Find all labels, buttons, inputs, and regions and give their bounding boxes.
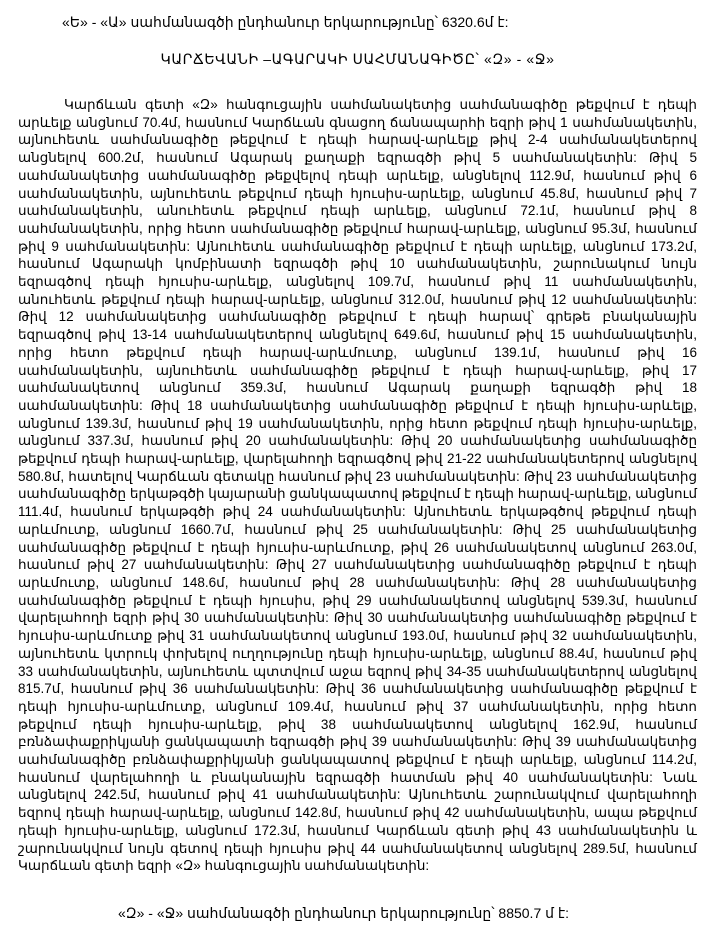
segment-total-length: «Զ» - «Ջ» սահմանագծի ընդհանուր երկարությունը՝ 8850.7 մ է:	[118, 905, 569, 921]
section-heading: ԿԱՐՃԵՎԱՆԻ –ԱԳԱՐԱԿԻ ՍԱՀՄԱՆԱԳԻԾԸ՝ «Զ» - «Ջ»	[160, 51, 555, 67]
boundary-description-paragraph: Կարճևան գետի «Զ» հանգուցային սահմանակետից սահմանագիծը թեքվում է դեպի արևելք անցնում 70.4մ, հասնում Կարճևան գնացող ճանապարհի եզրի թիվ 1 սահմանակետին, այնուհետև սահմանագիծը թեքվում է դեպի հարավ-արևելք թիվ 2-4 սահմանակետերով անցնելով 600.2մ, հասնում Ագարակ քաղաքի եզրագծի թիվ 5 սահմանակետին: Թիվ 5 սահմանակետից սահմանագիծը թեքվելով դեպի արևելք, անցնելով 112.9մ, հասնում թիվ 6 սահմանակետին, այնուհետև թեքվում դեպի հյուսիս-արևելք, անցնում 45.8մ, հասնում թիվ 7 սահմանակետին, անուհետև թեքվում դեպի արևելք, անցնում 72.1մ, հասնում թիվ 8 սահմանակետին, որից հետո սահմանագիծը թեքվում հարավ-արևելք, անցնում 95.3մ, հասնում թիվ 9 սահմանակետին: Այնուհետև սահմանագիծը թեքվում է դեպի արևելք, անցնում 173.2մ, հասնում Ագարակի կոմբինատի եզրագծի թիվ 10 սահմանակետին, շարունակում նույն եզրագծով դեպի հյուսիս-արևելք, անցնելով 109.7մ, հասնում թիվ 11 սահմանակետին, անուհետև թեքվում դեպի հարավ-արևելք, անցնում 312.0մ, հասնում թիվ 12 սահմանակետին: Թիվ 12 սահմանակետից սահմանագիծը թեքվում է դեպի հարավ՝ գրեթե բնականային եզրագծով թիվ 13-14 սահմանակետերով անցնելով 649.6մ, հասնում թիվ 15 սահմանակետին, որից հետո թեքվում դեպի հարավ-արևմուտք, անցնում 139.1մ, հասնում թիվ 16 սահմանակետին, այնուհետև սահմանագիծը թեքվում է դեպի հարավ-արևելք, թիվ 17 սահմանակետով անցնում 359.3մ, հասնում Ագարակ քաղաքի եզրագծի թիվ 18 սահմանակետին: Թիվ 18 սահմանակետից սահմանագիծը թեքվում է դեպի հյուսիս-արևելք, անցնում 139.3մ, հասնում թիվ 19 սահմանակետին, որից հետո թեքվում դեպի հյուսիս-արևելք, անցնում 337.3մ, հասնում թիվ 20 սահմանակետին: Թիվ 20 սահմանակետից սահմանագիծը թեքվում դեպի հարավ-արևելք, վարելահողի եզրագծով թիվ 21-22 սահմանակետերով անցնելով 580.8մ, հատելով Կարճևան գետակը հասնում թիվ 23 սահմանակետին: Թիվ 23 սահմանակետից սահմանագիծը երկաթգծի կայարանի ցանկապատով թեքվում է դեպի հարավ-արևելք, անցնում 111.4մ, հասնում երկաթգծի թիվ 24 սահմանակետին: Այնուհետև երկաթգծով թեքվում դեպի արևմուտք, անցնում 1660.7մ, հասնում թիվ 25 սահմանակետին: Թիվ 25 սահմանակետից սահմանագիծը թեքվում է դեպի հյուսիս-արևմուտք, թիվ 26 սահմանակետով անցնում 263.0մ, հասնում թիվ 27 սահմանակետին: Թիվ 27 սահմանակետից սահմանագիծը թեքվում է դեպի արևմուտք, անցնում 148.6մ, հասնում թիվ 28 սահմանակետին: Թիվ 28 սահմանակետից սահմանագիծը թեքվում է դեպի հյուսիս, թիվ 29 սահմանակետով անցնելով 539.3մ, հասնում վարելահողի եզրի թիվ 30 սահմանակետին: Թիվ 30 սահմանակետից սահմանագիծը թեքվում է հյուսիս-արևմուտք թիվ 31 սահմանակետով անցնում 193.0մ, հասնում թիվ 32 սահմանակետին, այնուհետև կտրուկ փոխելով ուղղությունը դեպի հյուսիս-արևելք, անցնում 88.4մ, հասնում թիվ 33 սահմանակետին, այնուհետև պտտվում աջա եզրով թիվ 34-35 սահմանակետերով անցնելով 815.7մ, հասնում թիվ 36 սահմանակետին: Թիվ 36 սահմանակետից սահմանագիծը թեքվում է դեպի հյուսիս-արևմուտք, անցնում 109.4մ, հասնում թիվ 37 սահմանակետին, որից հետո թեքվում դեպի հյուսիս-արևելք, թիվ 38 սահմանակետով անցնելով 162.9մ, հասնում բռնձափաքրիկյանի ցանկապատի եզրագծի թիվ 39 սահմանակետին: Թիվ 39 սահմանակետից սահմանագիծը բռնձափաքրիկյանի ցանկապատով թեքվում է դեպի արևելք, անցնում 114.2մ, հասնում վարելահողի և բնականային եզրագծի հատման թիվ 40 սահմանակետին: Նաև անցնելով 242.5մ, հասնում թիվ 41 սահմանակետին: Այնուհետև շարունակվում վարելահողի եզրով դեպի հարավ-արևելք, անցնում 142.8մ, հասնում թիվ 42 սահմանակետին, ապա թեքվում դեպի հյուսիս-արևելք, անցնում 172.3մ, հասնում Կարճևան գետի թիվ 43 սահմանակետին և շարունակվում նույն գետով դեպի հյուսիս թիվ 44 սահմանակետով անցնելով 289.5մ, հասնում Կարճևան գետի եզրի «Զ» հանգուցային սահմանակետին:	[18, 97, 697, 874]
previous-segment-total-length: «Ե» - «Ա» սահմանագծի ընդհանուր երկարությունը՝ 6320.6մ է:	[62, 14, 509, 30]
